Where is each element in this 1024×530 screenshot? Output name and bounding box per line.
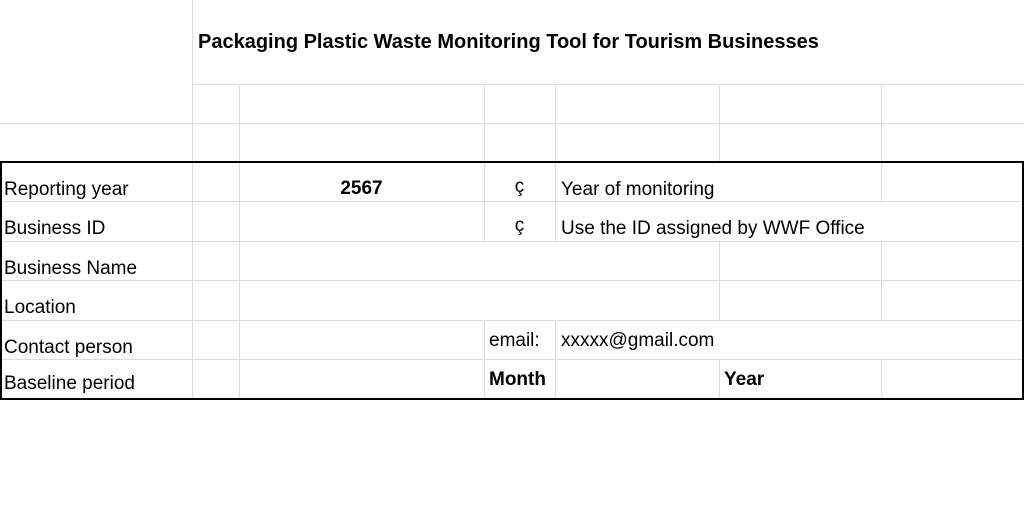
gridline [555, 84, 556, 241]
gridline [881, 84, 882, 201]
gridline [719, 241, 720, 320]
gridline [0, 123, 1024, 124]
reporting-year-arrow-icon[interactable]: ç [514, 176, 525, 197]
business-id-note[interactable]: Use the ID assigned by WWF Office [561, 218, 865, 239]
gridline [192, 84, 1024, 85]
baseline-period-label[interactable]: Baseline period [4, 373, 135, 394]
business-id-label[interactable]: Business ID [4, 218, 106, 239]
reporting-year-label[interactable]: Reporting year [4, 179, 129, 200]
gridline [484, 320, 485, 398]
reporting-year-value[interactable]: 2567 [340, 178, 383, 199]
location-label[interactable]: Location [4, 297, 76, 318]
business-id-arrow-icon[interactable]: ç [514, 215, 525, 236]
reporting-year-note[interactable]: Year of monitoring [561, 179, 715, 200]
sheet-title[interactable]: Packaging Plastic Waste Monitoring Tool for Tourism Businesses [198, 31, 819, 53]
gridline [881, 241, 882, 320]
gridline [719, 359, 720, 398]
email-value[interactable]: xxxxx@gmail.com [561, 330, 715, 351]
gridline [555, 320, 556, 398]
gridline [0, 320, 1022, 321]
gridline [719, 84, 720, 162]
baseline-month-label[interactable]: Month [489, 369, 546, 390]
gridline [192, 0, 193, 398]
gridline [881, 359, 882, 398]
gridline [0, 201, 1022, 202]
business-name-label[interactable]: Business Name [4, 258, 138, 279]
gridline [0, 280, 1022, 281]
gridline [0, 241, 1022, 242]
baseline-year-label[interactable]: Year [724, 369, 765, 390]
email-label[interactable]: email: [489, 330, 540, 351]
gridline [239, 84, 240, 398]
contact-person-label[interactable]: Contact person [4, 337, 133, 358]
gridline [0, 359, 1022, 360]
